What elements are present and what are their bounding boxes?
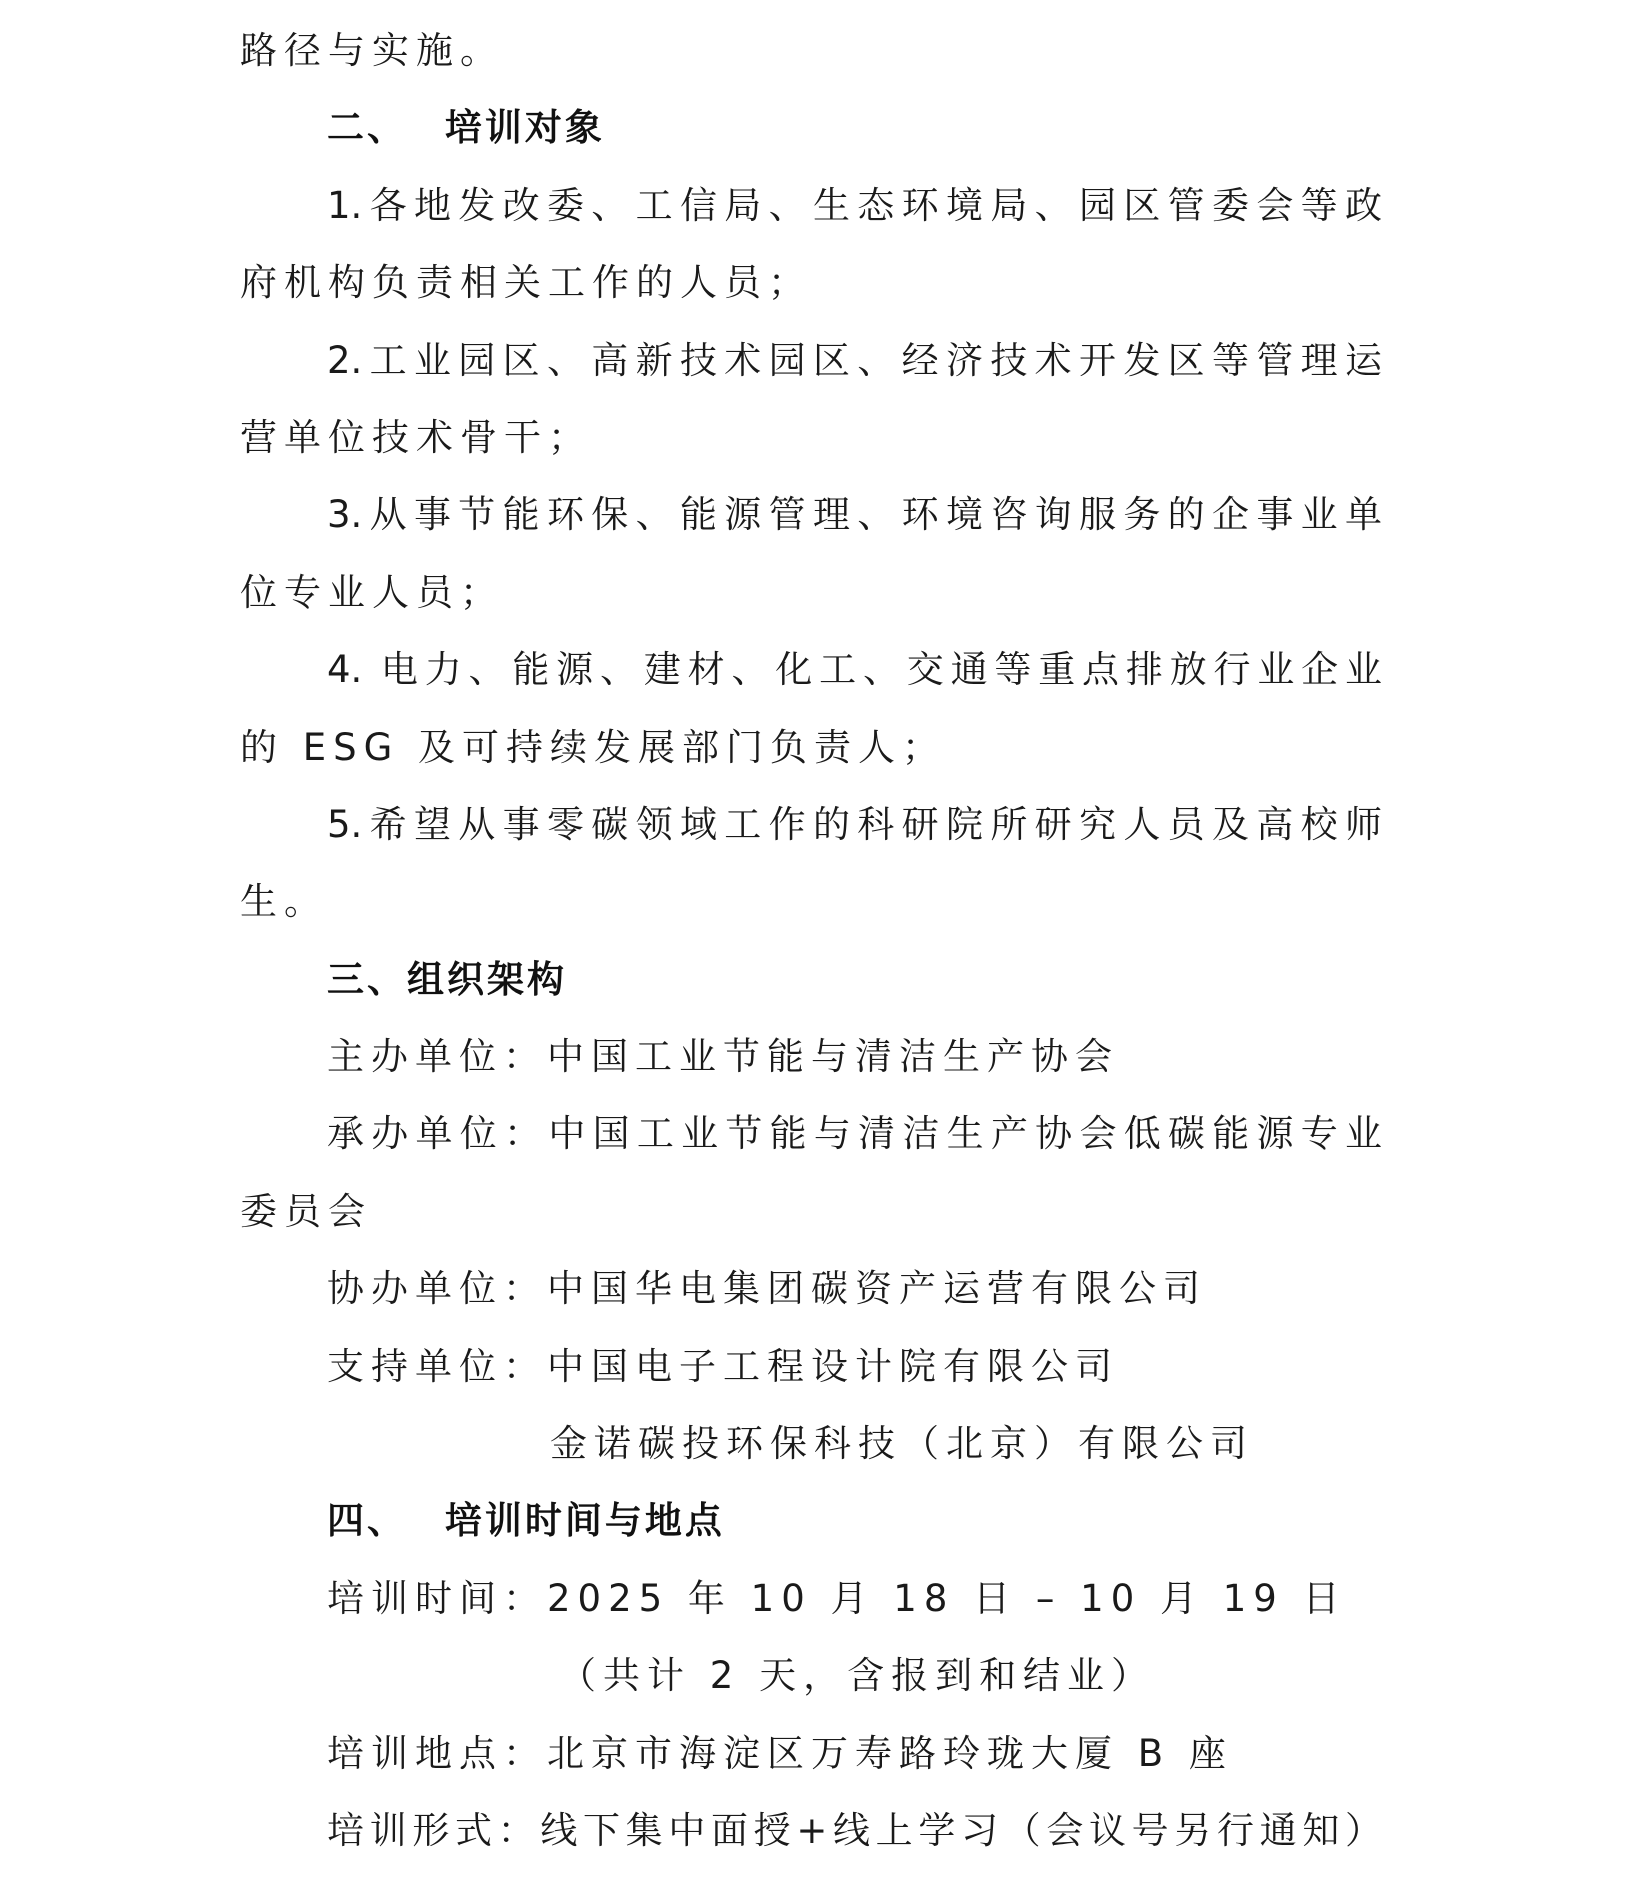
supporter-1: 中国电子工程设计院有限公司 xyxy=(547,1344,1119,1388)
intro-tail-text: 路径与实施。 xyxy=(240,29,504,72)
training-format-value: 线下集中面授+线上学习（会议号另行通知） xyxy=(540,1808,1382,1852)
organizer-row xyxy=(240,1095,1382,1172)
co-organizer-label: 协办单位： xyxy=(327,1267,547,1311)
audience-item-1-line-1: 1.各地发改委、工信局、生态环境局、园区管委会等政 xyxy=(327,183,1382,227)
host-value: 中国工业节能与清洁生产协会 xyxy=(547,1035,1119,1079)
audience-item-4-line-2: 的 ESG 及可持续发展部门负责人； xyxy=(240,725,947,769)
audience-item-5-line-1: 5.希望从事零碳领域工作的科研院所研究人员及高校师 xyxy=(327,802,1382,846)
training-format-label: 培训形式： xyxy=(327,1808,541,1852)
training-time-label: 培训时间： xyxy=(327,1576,547,1620)
document-page xyxy=(240,12,1382,1869)
audience-item-2-line-1: 2.工业园区、高新技术园区、经济技术开发区等管理运 xyxy=(327,338,1382,382)
training-format-row xyxy=(240,1792,1382,1869)
audience-item-3-line-1: 3.从事节能环保、能源管理、环境咨询服务的企事业单 xyxy=(327,493,1382,537)
host-label: 主办单位： xyxy=(327,1035,547,1079)
co-organizer-row xyxy=(240,1250,1382,1327)
supporter-2: 金诺碳投环保科技（北京）有限公司 xyxy=(550,1422,1254,1466)
training-time-value: 2025 年 10 月 18 日 – 10 月 19 日 xyxy=(547,1576,1347,1620)
section-2-heading: 二、 培训对象 xyxy=(327,106,605,150)
training-time-note: （共计 2 天，含报到和结业） xyxy=(559,1654,1156,1698)
organizer-label: 承办单位： xyxy=(327,1112,549,1156)
training-time-row xyxy=(240,1560,1382,1637)
audience-item-3-line-2: 位专业人员； xyxy=(240,570,504,614)
audience-item-2-line-2: 营单位技术骨干； xyxy=(240,415,592,459)
supporters-label: 支持单位： xyxy=(327,1344,547,1388)
audience-item-1-line-2: 府机构负责相关工作的人员； xyxy=(240,261,812,305)
organizer-value-line-2: 委员会 xyxy=(240,1189,372,1233)
organizer-value-line-1: 中国工业节能与清洁生产协会低碳能源专业 xyxy=(548,1112,1382,1156)
co-organizer-value: 中国华电集团碳资产运营有限公司 xyxy=(547,1267,1207,1311)
training-location-value: 北京市海淀区万寿路玲珑大厦 B 座 xyxy=(547,1731,1233,1775)
audience-item-5-line-2: 生。 xyxy=(240,880,328,924)
training-location-label: 培训地点： xyxy=(327,1731,547,1775)
host-row xyxy=(240,1018,1382,1095)
audience-item-4-line-1: 4. 电力、能源、建材、化工、交通等重点排放行业企业 xyxy=(327,648,1382,692)
section-3-heading: 三、组织架构 xyxy=(327,957,567,1001)
section-4-heading: 四、 培训时间与地点 xyxy=(327,1499,725,1543)
training-location-row xyxy=(240,1715,1382,1792)
supporters-row xyxy=(240,1328,1382,1405)
